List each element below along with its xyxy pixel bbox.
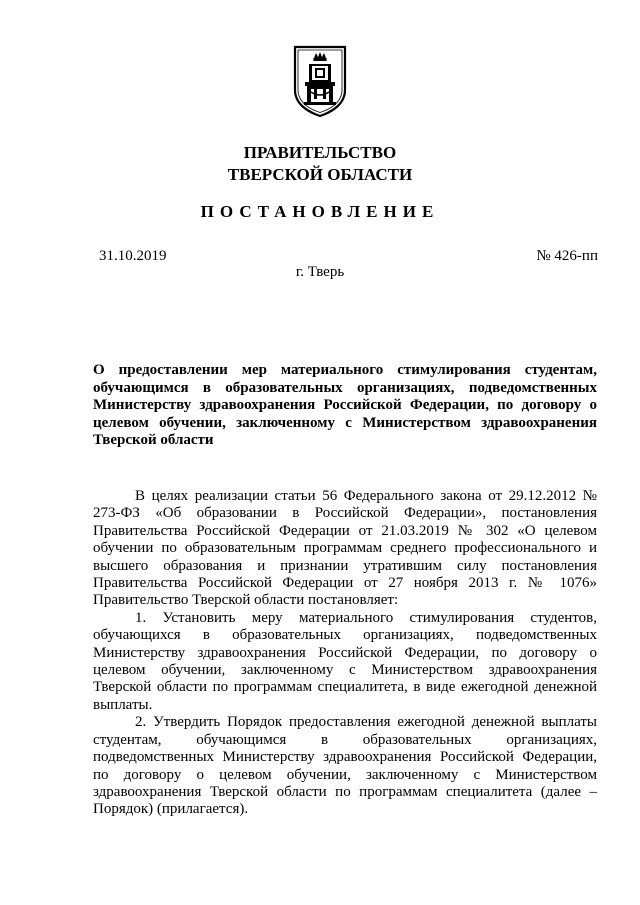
document-body (93, 488, 597, 819)
document-city: г. Тверь (295, 264, 345, 280)
tver-oblast-coat-of-arms-icon (292, 44, 348, 118)
body-paragraph-preamble: В целях реализации статьи 56 Федерального закона от 29.12.2012 № 273-ФЗ «Об образовании в Российской Федерации», постановления Правительства Российской Федерации от 21.03.2019 № 302 «О целевом обучении по образовательным программам среднего профессионального и высшего образования и признании утратившим силу постановления Правительства Российской Федерации от 27 ноября 2013 г. № 1076» Правительство Тверской области постановляет: (93, 488, 597, 609)
document-subject: О предоставлении мер материального стимулирования студентам, обучающимся в образовательных организациях, подведомственных Министерству здравоохранения Российской Федерации, по договору о целевом обучении, заключенному с Министерством здравоохранения Тверской области (93, 362, 597, 448)
document-number: № 426-пп (536, 248, 598, 264)
government-line-1: ПРАВИТЕЛЬСТВО (243, 143, 397, 162)
body-paragraph-item-1: 1. Установить меру материального стимулирования студентов, обучающихся в образовательных организациях, подведомственных Министерству здравоохранения Российской Федерации, по договору о целевом обучении, заключенному с Министерством здравоохранения Тверской области по программам специалитета, в виде ежегодной денежной выплаты. (93, 609, 597, 713)
government-line-2: ТВЕРСКОЙ ОБЛАСТИ (227, 165, 413, 184)
document-date: 31.10.2019 (99, 248, 167, 264)
document-type: ПОСТАНОВЛЕНИЕ (200, 202, 440, 221)
government-name (0, 142, 640, 186)
body-paragraph-item-2: 2. Утвердить Порядок предоставления ежегодной денежной выплаты студентам, обучающимся в образовательных организациях, подведомственных Министерству здравоохранения Российской Федерации, по договору о целевом обучении, заключенному с Министерством здравоохранения Тверской области по программам специалитета (далее – Порядок) (прилагается). (93, 714, 597, 818)
